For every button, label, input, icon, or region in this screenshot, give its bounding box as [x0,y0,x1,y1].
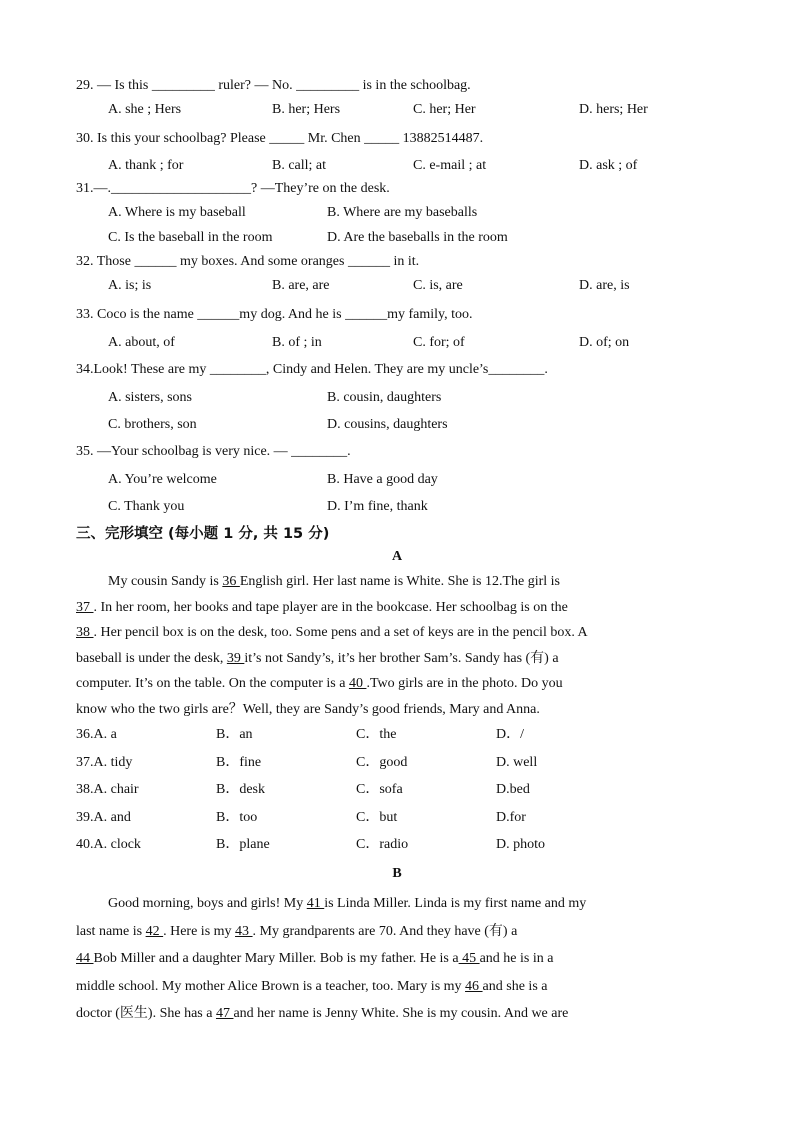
q39-option-a: 39.A. and [76,810,131,825]
q31-option-a: A. Where is my baseball [108,205,246,220]
question-33-stem: 33. Coco is the name ______my dog. And he is ______my family, too. [76,307,473,322]
blank-43: 43 [235,923,253,939]
question-35-stem: 35. —Your schoolbag is very nice. — ________. [76,444,351,459]
q40-option-c: C．radio [356,837,409,852]
q34-option-d: D. cousins, daughters [327,417,448,432]
passage-b-line-4: middle school. My mother Alice Brown is a teacher, too. Mary is my 46 and she is a [76,978,548,994]
q30-option-d: D. ask ; of [579,158,638,173]
q36-option-c: C．the [356,727,397,742]
passage-a [76,569,718,722]
question-31-stem: 31.—.____________________? —They’re on the desk. [76,181,390,196]
passage-a-line-4: baseball is under the desk, 39 it’s not Sandy’s, it’s her brother Sam’s. Sandy has (有) a [76,650,559,666]
question-29-stem: 29. — Is this _________ ruler? — No. _________ is in the schoolbag. [76,78,471,93]
q39-option-b: B．too [216,810,258,825]
q33-option-b: B. of ; in [272,335,322,350]
q29-option-d: D. hers; Her [579,102,648,117]
q33-option-d: D. of; on [579,335,630,350]
q40-option-a: 40.A. clock [76,837,141,852]
q34-option-a: A. sisters, sons [108,390,193,405]
q30-option-b: B. call; at [272,158,327,173]
section-heading: 三、完形填空 (每小题 1 分, 共 15 分) [76,526,330,542]
q37-option-c: C．good [356,755,408,770]
passage-a-line-1: My cousin Sandy is 36 English girl. Her last name is White. She is 12.The girl is [108,574,560,589]
part-a-title: A [391,549,403,564]
q32-option-d: D. are, is [579,278,630,293]
passage-b-line-5: doctor (医生). She has a 47 and her name is Jenny White. She is my cousin. And we are [76,1006,569,1021]
q30-option-a: A. thank ; for [108,158,184,173]
passage-a-line-3: 38 . Her pencil box is on the desk, too. Some pens and a set of keys are in the pencil box. A [76,625,588,640]
passage-b-line-3: 44 Bob Miller and a daughter Mary Miller. Bob is my father. He is a 45 and he is in a [76,951,554,966]
blank-44: 44 [76,951,94,966]
question-30-stem: 30. Is this your schoolbag? Please _____ Mr. Chen _____ 13882514487. [76,131,484,146]
passage-a-line-5: computer. It’s on the table. On the computer is a 40 .Two girls are in the photo. Do you [76,676,563,691]
q38-option-a: 38.A. chair [76,782,139,797]
passage-b [76,890,718,1028]
blank-40: 40 [348,676,367,691]
q30-option-c: C. e-mail ; at [413,158,487,173]
q38-option-c: C．sofa [356,782,403,797]
passage-b-line-2: last name is 42 . Here is my 43 . My grandparents are 70. And they have (有) a [76,923,518,939]
q37-option-b: B．fine [216,755,262,770]
part-b-title: B [392,866,402,881]
q35-option-c: C. Thank you [108,499,185,514]
q34-option-c: C. brothers, son [108,417,197,432]
q37-option-d: D. well [496,755,538,770]
q40-option-d: D. photo [496,837,545,852]
q37-option-a: 37.A. tidy [76,755,133,770]
q33-option-a: A. about, of [108,335,175,350]
q35-option-b: B. Have a good day [327,472,438,487]
blank-39: 39 [226,650,245,666]
question-32-stem: 32. Those ______ my boxes. And some oranges ______ in it. [76,254,420,269]
q39-option-d: D.for [496,810,526,825]
q32-option-b: B. are, are [272,278,330,293]
q38-option-b: B．desk [216,782,265,797]
q29-option-c: C. her; Her [413,102,476,117]
q40-option-b: B．plane [216,837,270,852]
passage-b-line-1: Good morning, boys and girls! My 41 is Linda Miller. Linda is my first name and my [108,896,587,911]
q36-option-b: B．an [216,727,253,742]
q33-option-c: C. for; of [413,335,465,350]
blank-45: 45 [458,951,480,966]
blank-38: 38 [76,625,94,640]
blank-37: 37 [76,599,94,615]
passage-a-line-2: 37 . In her room, her books and tape player are in the bookcase. Her schoolbag is on the [76,599,568,615]
question-34-stem: 34.Look! These are my ________, Cindy and Helen. They are my uncle’s________. [76,362,548,377]
passage-a-line-6: know who the two girls are？Well, they are Sandy’s good friends, Mary and Anna. [76,701,540,717]
blank-42: 42 [145,923,164,939]
q32-option-c: C. is, are [413,278,463,293]
blank-46: 46 [465,978,483,994]
q32-option-a: A. is; is [108,278,152,293]
q31-option-c: C. Is the baseball in the room [108,230,273,245]
q29-option-b: B. her; Hers [272,102,341,117]
q34-option-b: B. cousin, daughters [327,390,442,405]
blank-36: 36 [222,574,240,589]
q35-option-d: D. I’m fine, thank [327,499,428,514]
q36-option-a: 36.A. a [76,727,117,742]
blank-41: 41 [306,896,325,911]
q31-option-d: D. Are the baseballs in the room [327,230,508,245]
blank-47: 47 [215,1006,234,1021]
q36-option-d: D．/ [496,727,524,742]
q31-option-b: B. Where are my baseballs [327,205,478,220]
q39-option-c: C．but [356,810,398,825]
q29-option-a: A. she ; Hers [108,102,182,117]
q38-option-d: D.bed [496,782,530,797]
q35-option-a: A. You’re welcome [108,472,217,487]
